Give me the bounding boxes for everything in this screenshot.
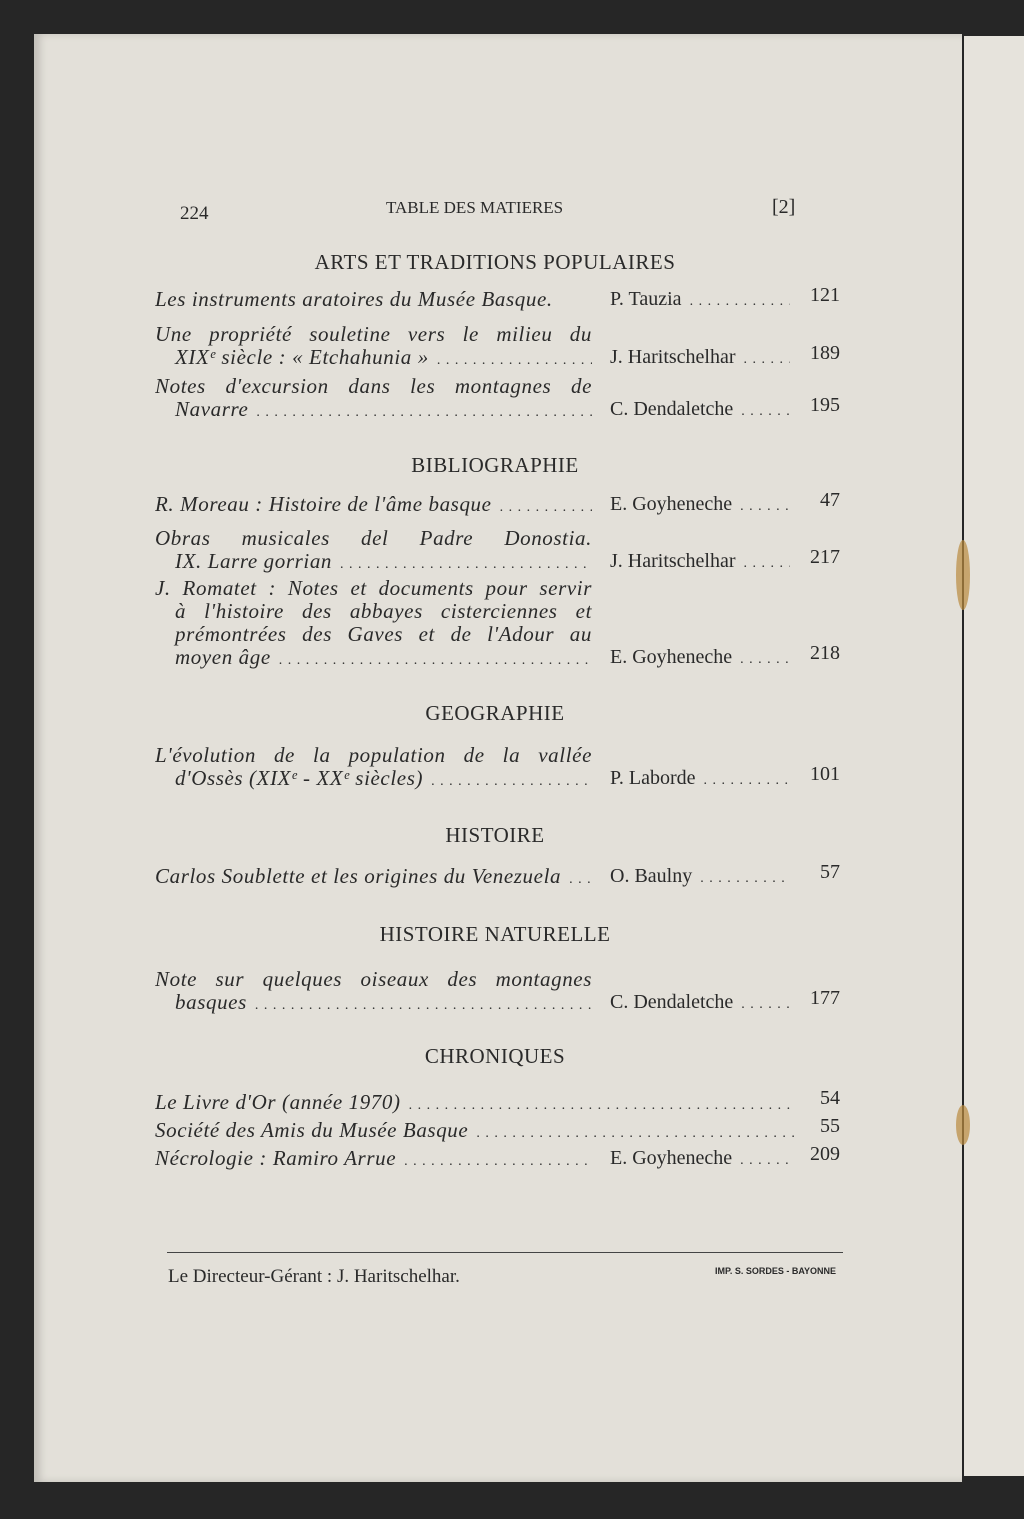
entry-title	[155, 375, 592, 421]
entry-page-number: 218	[810, 642, 840, 664]
dot-leader	[500, 493, 592, 516]
entry-page-number: 101	[810, 763, 840, 785]
dot-leader	[340, 550, 592, 573]
title-text: Obras musicales del Padre Donostia.	[155, 527, 592, 550]
entry-title	[155, 493, 592, 516]
dot-leader	[744, 550, 790, 573]
entry-page-number: 217	[810, 546, 840, 568]
title-text: L'évolution de la population de la vallée	[155, 744, 592, 767]
dot-leader	[279, 646, 592, 669]
entry-title	[155, 1119, 795, 1142]
title-line	[155, 550, 592, 573]
entry-page-number: 209	[810, 1143, 840, 1165]
title-line	[155, 767, 592, 790]
title-text: basques	[175, 991, 247, 1014]
section-heading: CHRONIQUES	[424, 1044, 566, 1068]
stain	[956, 1105, 970, 1145]
section-heading: HISTOIRE	[445, 823, 545, 847]
dot-leader	[741, 398, 790, 421]
entry-title	[155, 527, 592, 573]
title-line	[155, 493, 592, 516]
dot-leader	[476, 1119, 795, 1142]
entry-page-number: 121	[810, 284, 840, 306]
entry-author	[610, 398, 790, 421]
entry-title	[155, 1147, 592, 1170]
title-text: Le Livre d'Or (année 1970)	[155, 1091, 401, 1114]
entry-author	[610, 493, 790, 516]
title-line	[155, 968, 592, 991]
title-line	[155, 577, 592, 600]
running-title: TABLE DES MATIERES	[386, 198, 564, 217]
dot-leader	[704, 767, 790, 790]
title-text: Société des Amis du Musée Basque	[155, 1119, 469, 1142]
entry-page-number: 57	[820, 861, 840, 883]
title-text: Note sur quelques oiseaux des montagnes	[155, 968, 592, 991]
dot-leader	[404, 1147, 592, 1170]
dot-leader	[690, 288, 790, 311]
title-line	[155, 1119, 795, 1142]
part-number: [2]	[772, 196, 796, 218]
title-text: Une propriété souletine vers le milieu du	[155, 323, 592, 346]
entry-title	[155, 865, 592, 888]
entry-page-number: 195	[810, 394, 840, 416]
dot-leader	[409, 1091, 795, 1114]
entry-author	[610, 767, 790, 790]
title-line	[155, 398, 592, 421]
dot-leader	[431, 767, 592, 790]
entry-title	[155, 288, 592, 311]
entry-title	[155, 577, 592, 669]
title-text: d'Ossès (XIXᵉ - XXᵉ siècles)	[175, 767, 424, 790]
dot-leader	[744, 346, 790, 369]
entry-author	[610, 646, 790, 669]
title-line	[155, 1147, 592, 1170]
entry-author	[610, 550, 790, 573]
section-heading: BIBLIOGRAPHIE	[411, 453, 579, 477]
entry-author	[610, 1147, 790, 1170]
title-line	[155, 527, 592, 550]
author-name: C. Dendaletche	[610, 398, 734, 420]
title-line	[155, 744, 592, 767]
section-heading: GEOGRAPHIE	[425, 701, 565, 725]
title-text: IX. Larre gorrian	[175, 550, 333, 573]
title-text: J. Romatet : Notes et documents pour servir	[155, 577, 592, 600]
entry-title	[155, 323, 592, 369]
entry-title	[155, 744, 592, 790]
entry-author	[610, 288, 790, 311]
section-heading: ARTS ET TRADITIONS POPULAIRES	[314, 250, 676, 274]
author-name: J. Haritschelhar	[610, 346, 736, 368]
section-heading: HISTOIRE NATURELLE	[379, 922, 611, 946]
title-line	[155, 865, 592, 888]
footer-rule	[167, 1252, 843, 1253]
dot-leader	[437, 346, 592, 369]
dot-leader	[256, 398, 592, 421]
entry-page-number: 54	[820, 1087, 840, 1109]
title-line	[155, 991, 592, 1014]
title-text: à l'histoire des abbayes cisterciennes et	[175, 600, 592, 623]
title-text: Notes d'excursion dans les montagnes de	[155, 375, 592, 398]
dot-leader	[255, 991, 592, 1014]
dot-leader	[741, 991, 790, 1014]
title-line	[155, 600, 592, 623]
title-text: prémontrées des Gaves et de l'Adour au	[175, 623, 592, 646]
author-name: C. Dendaletche	[610, 991, 734, 1013]
dot-leader	[740, 493, 790, 516]
title-text: Nécrologie : Ramiro Arrue	[155, 1147, 397, 1170]
author-name: E. Goyheneche	[610, 1147, 733, 1169]
dot-leader	[740, 1147, 790, 1170]
entry-author	[610, 346, 790, 369]
author-name: E. Goyheneche	[610, 646, 733, 668]
title-line	[155, 375, 592, 398]
title-line	[155, 646, 592, 669]
author-name: P. Tauzia	[610, 288, 682, 310]
entry-page-number: 189	[810, 342, 840, 364]
dot-leader	[740, 646, 790, 669]
author-name: O. Baulny	[610, 865, 693, 887]
title-line	[155, 346, 592, 369]
dot-leader	[700, 865, 790, 888]
dot-leader	[569, 865, 592, 888]
entry-page-number: 47	[820, 489, 840, 511]
entry-author	[610, 865, 790, 888]
title-text: Les instruments aratoires du Musée Basque.	[155, 288, 553, 311]
entry-page-number: 177	[810, 987, 840, 1009]
entry-page-number: 55	[820, 1115, 840, 1137]
title-text: Carlos Soublette et les origines du Venezuela	[155, 865, 562, 888]
facing-page-edge	[964, 36, 1024, 1476]
title-text: XIXᵉ siècle : « Etchahunia »	[175, 346, 429, 369]
page-number: 224	[180, 203, 209, 224]
title-line	[155, 323, 592, 346]
title-text: R. Moreau : Histoire de l'âme basque	[155, 493, 492, 516]
entry-title	[155, 1091, 795, 1114]
title-line	[155, 623, 592, 646]
director-credit: Le Directeur-Gérant : J. Haritschelhar.	[168, 1266, 460, 1287]
title-line	[155, 288, 592, 311]
author-name: J. Haritschelhar	[610, 550, 736, 572]
entry-title	[155, 968, 592, 1014]
author-name: E. Goyheneche	[610, 493, 733, 515]
stain	[956, 540, 970, 610]
entry-author	[610, 991, 790, 1014]
title-text: Navarre	[175, 398, 249, 421]
printer-credit: IMP. S. SORDES - BAYONNE	[715, 1266, 837, 1276]
author-name: P. Laborde	[610, 767, 696, 789]
title-line	[155, 1091, 795, 1114]
title-text: moyen âge	[175, 646, 271, 669]
